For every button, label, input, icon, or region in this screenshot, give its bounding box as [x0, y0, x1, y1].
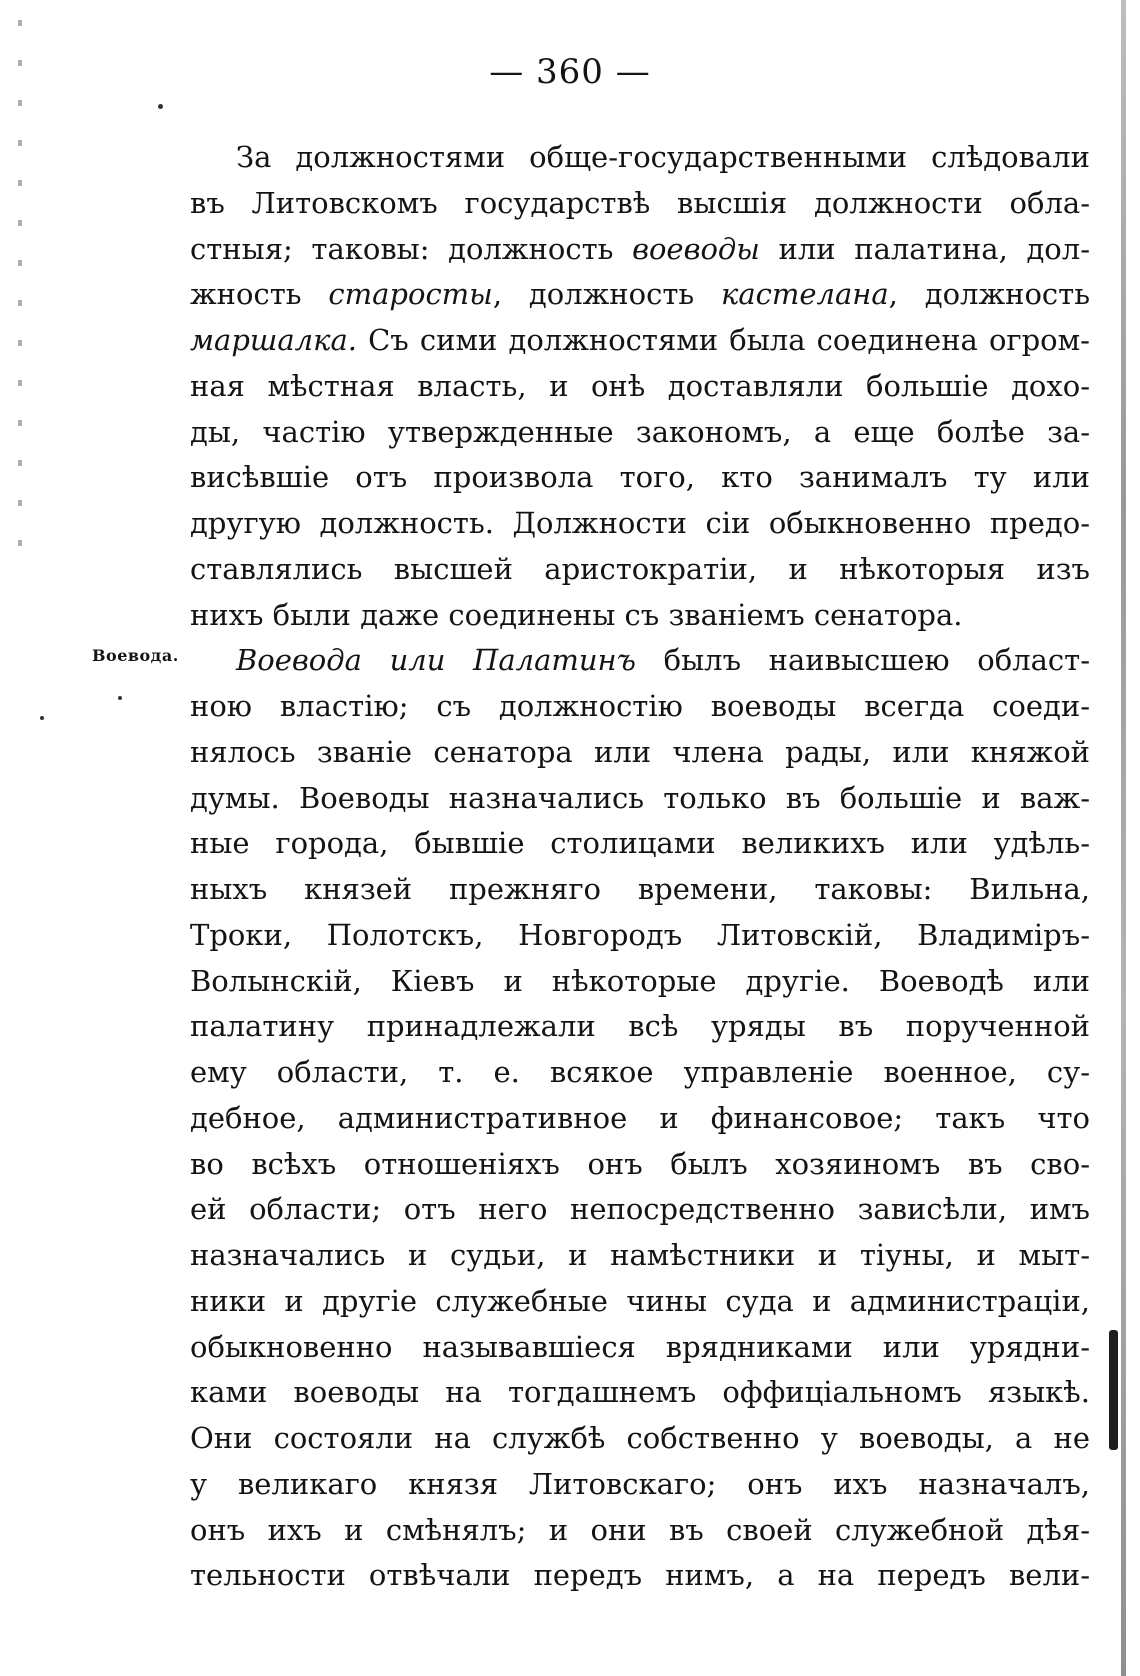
text-line: Они состояли на службѣ собственно у воеводы, а не	[190, 1421, 1090, 1455]
text-line: жность старосты, должность кастелана, должность	[190, 277, 1090, 312]
text-line: Троки, Полотскъ, Новгородъ Литовскій, Владиміръ-	[190, 917, 1090, 952]
text-line: дебное, административное и финансовое; такъ что	[190, 1100, 1090, 1135]
text-line: ные города, бывшіе столицами великихъ или удѣль-	[190, 826, 1090, 861]
text-line: ною властію; съ должностію воеводы всегда соеди-	[190, 689, 1090, 723]
italic-term: маршалка.	[190, 323, 357, 357]
italic-term: воеводы	[632, 231, 760, 266]
italic-term: Воевода или Палатинъ	[236, 643, 636, 678]
text-line: ныхъ князей прежняго времени, таковы: Вильна,	[190, 872, 1090, 906]
text-line: нихъ были даже соединены съ званіемъ сенатора.	[190, 597, 963, 632]
text-line: онъ ихъ и смѣнялъ; и они въ своей служебной дѣя-	[190, 1512, 1090, 1547]
text-line: во всѣхъ отношеніяхъ онъ былъ хозяиномъ въ сво-	[190, 1146, 1090, 1181]
text-line: За должностями обще-государственными слѣдовали	[236, 140, 1090, 174]
text-line: тельности отвѣчали передъ нимъ, а на передъ вели-	[190, 1558, 1090, 1593]
italic-term: старосты	[328, 277, 493, 312]
scan-edge-mark	[1109, 1330, 1118, 1450]
scan-speck	[118, 696, 122, 700]
margin-note: Воевода.	[92, 646, 179, 665]
italic-term: кастелана	[721, 277, 889, 312]
page-number: — 360 —	[489, 52, 651, 92]
scan-edge-dots	[18, 20, 22, 580]
text-line: нялось званіе сенатора или члена рады, или княжой	[190, 734, 1090, 769]
text-line: ды, частію утвержденные закономъ, а еще болѣе за-	[190, 414, 1090, 449]
text-line: обыкновенно называвшіеся врядниками или урядни-	[190, 1329, 1090, 1364]
scan-edge-line	[1121, 0, 1126, 1676]
text-line: ники и другіе служебные чины суда и администраціи,	[190, 1283, 1090, 1318]
text-line: Волынскій, Кіевъ и нѣкоторые другіе. Воеводѣ или	[190, 963, 1090, 998]
text-line: Воевода или Палатинъ былъ наивысшею област-	[236, 643, 1090, 678]
scan-speck	[158, 104, 163, 109]
text-line: ставлялись высшей аристократіи, и нѣкоторыя изъ	[190, 551, 1090, 586]
body-text	[190, 135, 1090, 1599]
text-line: ками воеводы на тогдашнемъ оффиціальномъ языкѣ.	[190, 1375, 1090, 1410]
text-line: ей области; отъ него непосредственно зависѣли, имъ	[190, 1192, 1090, 1227]
text-line: другую должность. Должности сіи обыкновенно предо-	[190, 506, 1090, 540]
text-line: у великаго князя Литовскаго; онъ ихъ назначалъ,	[190, 1466, 1090, 1501]
text-line: палатину принадлежали всѣ уряды въ порученной	[190, 1009, 1090, 1044]
text-line: въ Литовскомъ государствѣ высшія должности обла-	[190, 185, 1090, 220]
text-line: стныя; таковы: должность воеводы или палатина, дол-	[190, 231, 1090, 266]
scan-speck	[40, 716, 44, 720]
text-line: думы. Воеводы назначались только въ большіе и важ-	[190, 780, 1090, 815]
text-line: ему области, т. е. всякое управленіе военное, су-	[190, 1055, 1090, 1089]
text-line: маршалка. Съ сими должностями была соединена огром-	[190, 323, 1090, 357]
text-line: висѣвшіе отъ произвола того, кто занималъ ту или	[190, 460, 1090, 495]
text-line: назначались и судьи, и намѣстники и тіуны, и мыт-	[190, 1238, 1090, 1272]
text-line: ная мѣстная власть, и онѣ доставляли большіе дохо-	[190, 368, 1090, 403]
